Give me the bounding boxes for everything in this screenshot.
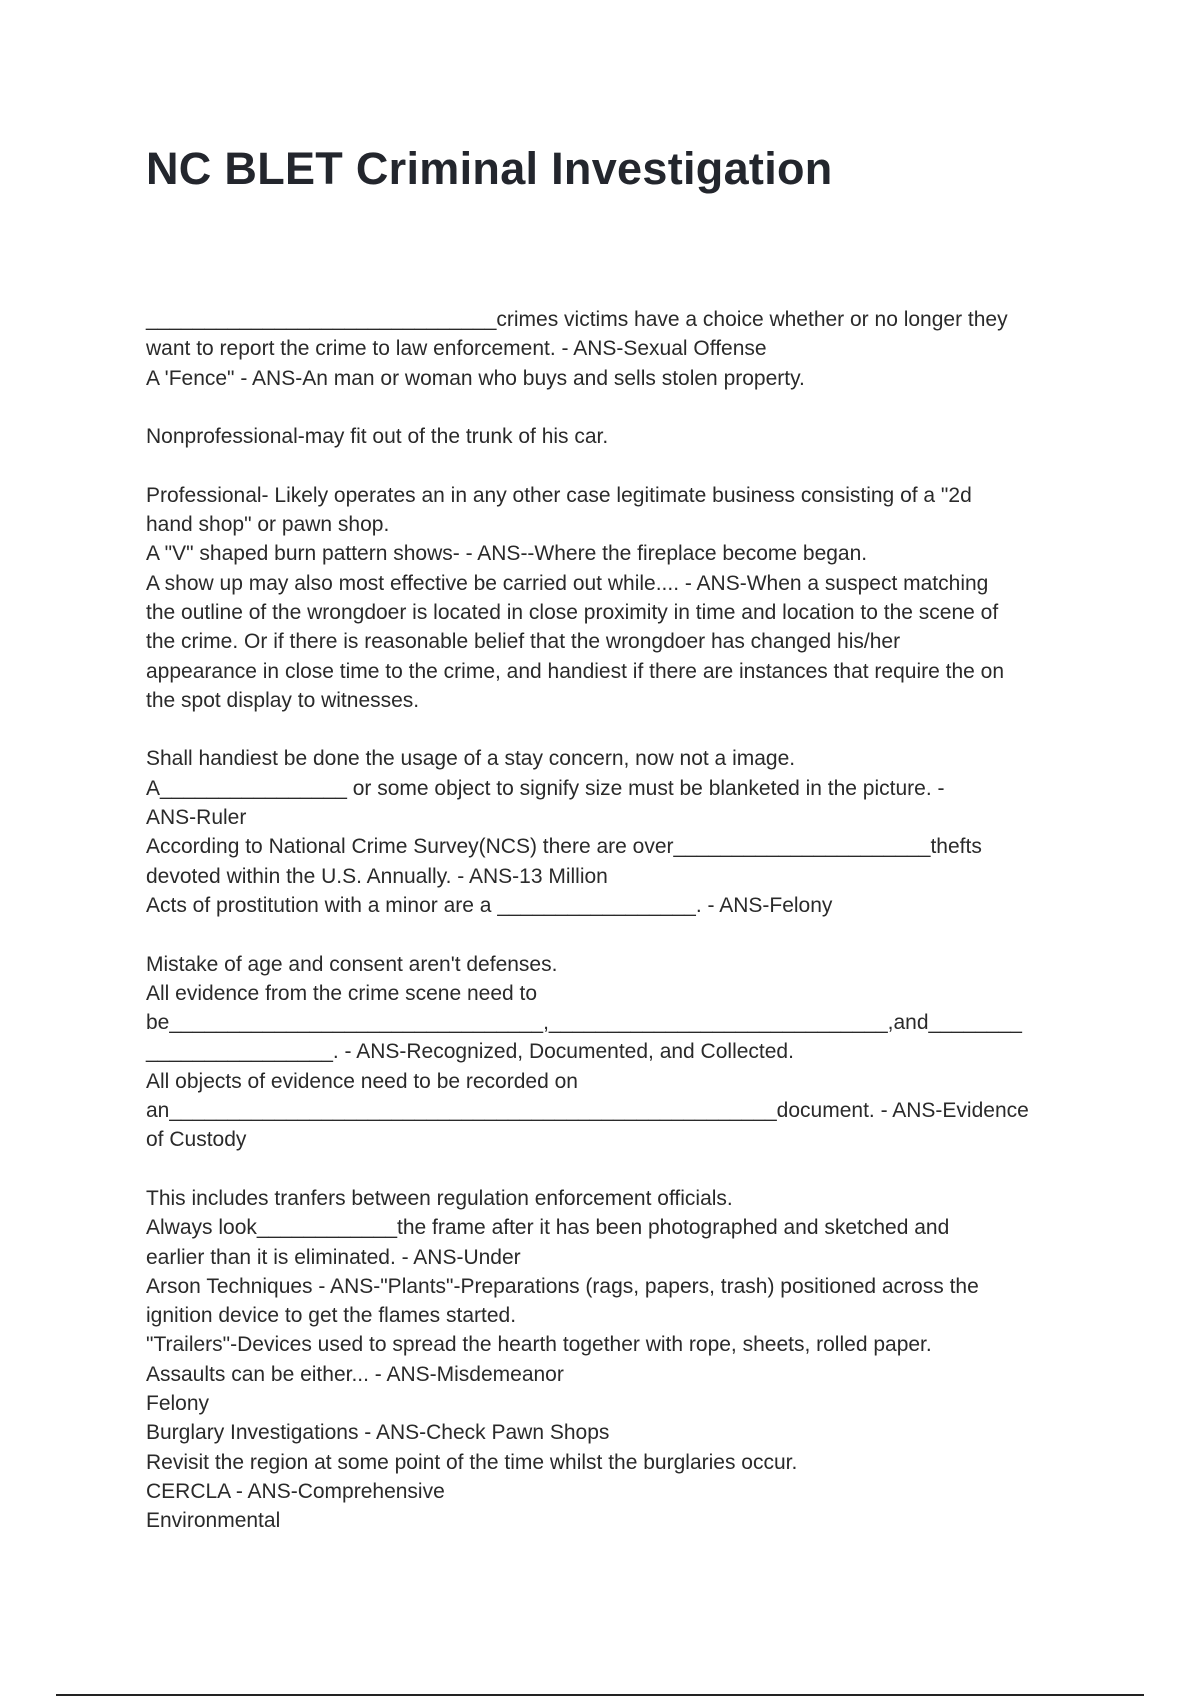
text-line: All objects of evidence need to be recorded on bbox=[146, 1069, 578, 1093]
text-line: ______________________________crimes victims have a choice whether or no longer they bbox=[146, 308, 1008, 331]
text-line: A________________ or some object to signify size must be blanketed in the picture. - bbox=[146, 776, 945, 800]
text-line: be________________________________,_____________________________,and________ bbox=[146, 1011, 1022, 1035]
text-line: hand shop" or pawn shop. bbox=[146, 513, 390, 537]
text-line: CERCLA - ANS-Comprehensive bbox=[146, 1479, 445, 1503]
text-line: Revisit the region at some point of the time whilst the burglaries occur. bbox=[146, 1450, 798, 1474]
text-line: "Trailers"-Devices used to spread the hearth together with rope, sheets, rolled paper. bbox=[146, 1333, 932, 1357]
text-line: Professional- Likely operates an in any other case legitimate business consisting of a "2d bbox=[146, 483, 972, 507]
document-title: NC BLET Criminal Investigation bbox=[146, 143, 833, 194]
text-line: All evidence from the crime scene need to bbox=[146, 981, 538, 1005]
text-line: appearance in close time to the crime, and handiest if there are instances that require the on bbox=[146, 659, 1005, 683]
text-line: the spot display to witnesses. bbox=[146, 688, 420, 712]
text-line: want to report the crime to law enforcement. - ANS-Sexual Offense bbox=[146, 337, 767, 361]
paragraph-gap bbox=[146, 920, 1066, 949]
text-line: Environmental bbox=[146, 1509, 281, 1533]
text-line: Burglary Investigations - ANS-Check Pawn Shops bbox=[146, 1421, 610, 1445]
text-line: A "V" shaped burn pattern shows- - ANS--Where the fireplace become began. bbox=[146, 542, 868, 566]
text-line: Shall handiest be done the usage of a stay concern, now not a image. bbox=[146, 747, 796, 771]
paragraph-gap bbox=[146, 451, 1066, 480]
text-line: earlier than it is eliminated. - ANS-Under bbox=[146, 1245, 521, 1269]
text-line: Acts of prostitution with a minor are a _________________. - ANS-Felony bbox=[146, 893, 833, 917]
document-body bbox=[146, 305, 1066, 1535]
text-line: This includes tranfers between regulation enforcement officials. bbox=[146, 1186, 733, 1210]
text-line: ________________. - ANS-Recognized, Documented, and Collected. bbox=[146, 1040, 794, 1064]
text-line: Arson Techniques - ANS-"Plants"-Preparations (rags, papers, trash) positioned across the bbox=[146, 1274, 979, 1298]
text-line: A 'Fence" - ANS-An man or woman who buys and sells stolen property. bbox=[146, 366, 805, 390]
text-line: an____________________________________________________document. - ANS-Evidence bbox=[146, 1099, 1029, 1123]
text-line: Always look____________the frame after it has been photographed and sketched and bbox=[146, 1216, 950, 1240]
text-line: Assaults can be either... - ANS-Misdemeanor bbox=[146, 1362, 564, 1386]
text-line: the outline of the wrongdoer is located in close proximity in time and location to the scene of bbox=[146, 600, 999, 624]
paragraph-gap bbox=[146, 393, 1066, 422]
text-line: Mistake of age and consent aren't defenses. bbox=[146, 952, 558, 976]
text-line: A show up may also most effective be carried out while.... - ANS-When a suspect matching bbox=[146, 571, 989, 595]
footer-divider bbox=[56, 1694, 1144, 1696]
text-line: the crime. Or if there is reasonable belief that the wrongdoer has changed his/her bbox=[146, 630, 901, 654]
text-line: ANS-Ruler bbox=[146, 806, 247, 830]
paragraph-gap bbox=[146, 715, 1066, 744]
text-line: ignition device to get the flames started. bbox=[146, 1304, 517, 1328]
text-line: According to National Crime Survey(NCS) there are over______________________thefts bbox=[146, 835, 982, 859]
text-line: of Custody bbox=[146, 1128, 247, 1152]
text-line: Felony bbox=[146, 1391, 210, 1415]
text-line: Nonprofessional-may fit out of the trunk of his car. bbox=[146, 425, 609, 449]
text-line: devoted within the U.S. Annually. - ANS-13 Million bbox=[146, 864, 608, 888]
paragraph-gap bbox=[146, 1155, 1066, 1184]
